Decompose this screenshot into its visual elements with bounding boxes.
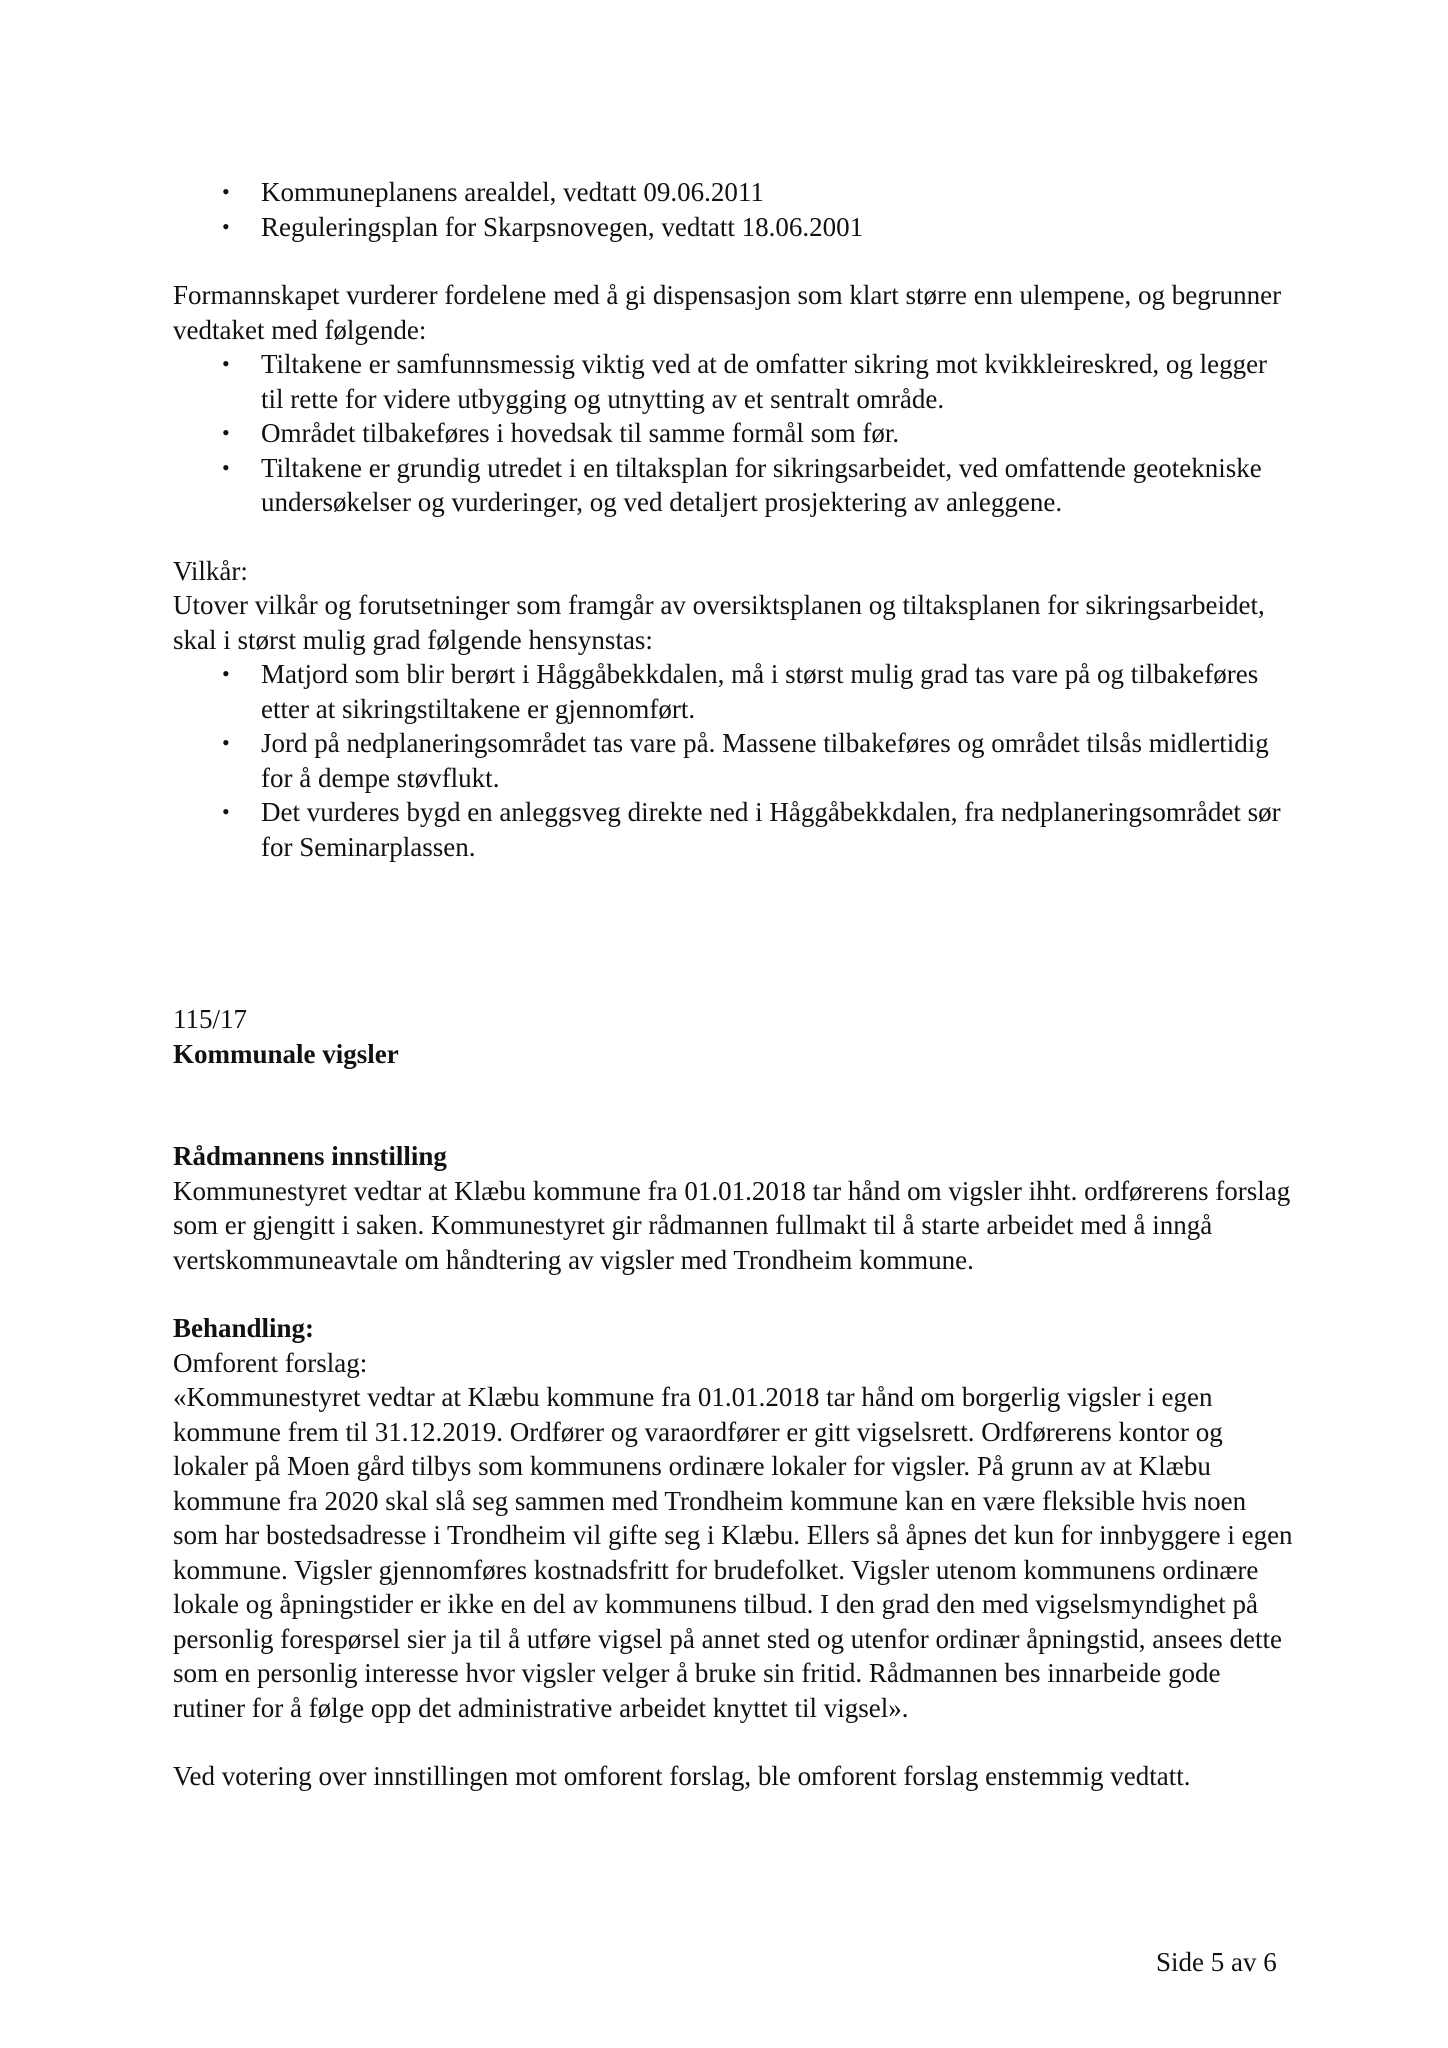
bullet-icon: • — [222, 420, 230, 445]
bullet-icon: • — [222, 179, 230, 204]
behandling-text: «Kommunestyret vedtar at Klæbu kommune fra 01.01.2018 tar hånd om borgerlig vigsler i egen kommune frem til 31.12.2019. Ordfører og varaordfører er gitt vigselsrett. Ordførerens kontor og lokaler på Moen gård tilbys som kommunens ordinære lokaler for vigsler. På grunn av at Klæbu kommune fra 2020 skal slå seg sammen med Trondheim kommune kan en være fleksible hvis noen som har bostedsadresse i Trondheim vil gifte seg i Klæbu. Ellers så åpnes det kun for innbyggere i egen kommune. Vigsler gjennomføres kostnadsfritt for brudefolket. Vigsler utenom kommunens ordinære lokale og åpningstider er ikke en del av kommunens tilbud. I den grad den med vigselsmyndighet på personlig forespørsel sier ja til å utføre vigsel på annet sted og utenfor ordinær åpningstid, ansees dette som en personlig interesse hvor vigsler velger å bruke sin fritid. Rådmannen bes innarbeide gode rutiner for å følge opp det administrative arbeidet knyttet til vigsel». — [173, 1382, 1293, 1723]
vilkar-list — [173, 657, 1293, 864]
list-item: • Jord på nedplaneringsområdet tas vare på. Massene tilbakeføres og området tilsås midlertidig for å dempe støvflukt. — [222, 728, 1269, 793]
list-item: • Tiltakene er grundig utredet i en tiltaksplan for sikringsarbeidet, ved omfattende geotekniske undersøkelser og vurderinger, og ved detaljert prosjektering av anleggene. — [222, 452, 1262, 517]
bullet-icon: • — [222, 799, 230, 824]
behandling-heading: Behandling: — [173, 1313, 315, 1343]
innstilling-heading: Rådmannens innstilling — [173, 1141, 447, 1171]
bullet-icon: • — [222, 661, 230, 686]
page-number: Side 5 av 6 — [1156, 1947, 1277, 1977]
voting-result: Ved votering over innstillingen mot omforent forslag, ble omforent forslag enstemmig vedtatt. — [173, 1761, 1191, 1791]
top-bullet-list — [173, 175, 1293, 244]
case-title: Kommunale vigsler — [173, 1038, 399, 1069]
list-item: • Området tilbakeføres i hovedsak til samme formål som før. — [173, 416, 1293, 451]
formannskap-intro: Formannskapet vurderer fordelene med å gi dispensasjon som klart større enn ulempene, og begrunner vedtaket med følgende: — [173, 280, 1282, 345]
bullet-icon: • — [222, 351, 230, 376]
bullet-icon: • — [222, 213, 230, 239]
formannskap-reasons-list — [173, 347, 1293, 520]
case-number: 115/17 — [173, 1004, 247, 1034]
list-item: • Kommuneplanens arealdel, vedtatt 09.06.2011 — [173, 175, 1293, 210]
bullet-icon: • — [222, 454, 230, 480]
behandling-subheading: Omforent forslag: — [173, 1347, 368, 1378]
vilkar-intro: Utover vilkår og forutsetninger som framgår av oversiktsplanen og tiltaksplanen for sikringsarbeidet, skal i størst mulig grad følgende hensynstas: — [173, 590, 1265, 655]
bullet-icon: • — [222, 730, 230, 755]
list-item: • Reguleringsplan for Skarpsnovegen, vedtatt 18.06.2001 — [173, 210, 1293, 245]
list-item: • Matjord som blir berørt i Håggåbekkdalen, må i størst mulig grad tas vare på og tilbakeføres etter at sikringstiltakene er gjennomført. — [222, 659, 1259, 724]
list-item: • Tiltakene er samfunnsmessig viktig ved at de omfatter sikring mot kvikkleireskred, og legger til rette for videre utbygging og utnytting av et sentralt område. — [222, 349, 1268, 414]
vilkar-heading: Vilkår: — [173, 555, 248, 586]
list-item: • Det vurderes bygd en anleggsveg direkte ned i Håggåbekkdalen, fra nedplaneringsområdet sør for Seminarplassen. — [222, 797, 1281, 862]
innstilling-text: Kommunestyret vedtar at Klæbu kommune fra 01.01.2018 tar hånd om vigsler ihht. ordførerens forslag som er gjengitt i saken. Kommunestyret gir rådmannen fullmakt til å starte arbeidet med å inngå vertskommuneavtale om håndtering av vigsler med Trondheim kommune. — [173, 1175, 1291, 1275]
document-page — [173, 175, 1293, 1794]
